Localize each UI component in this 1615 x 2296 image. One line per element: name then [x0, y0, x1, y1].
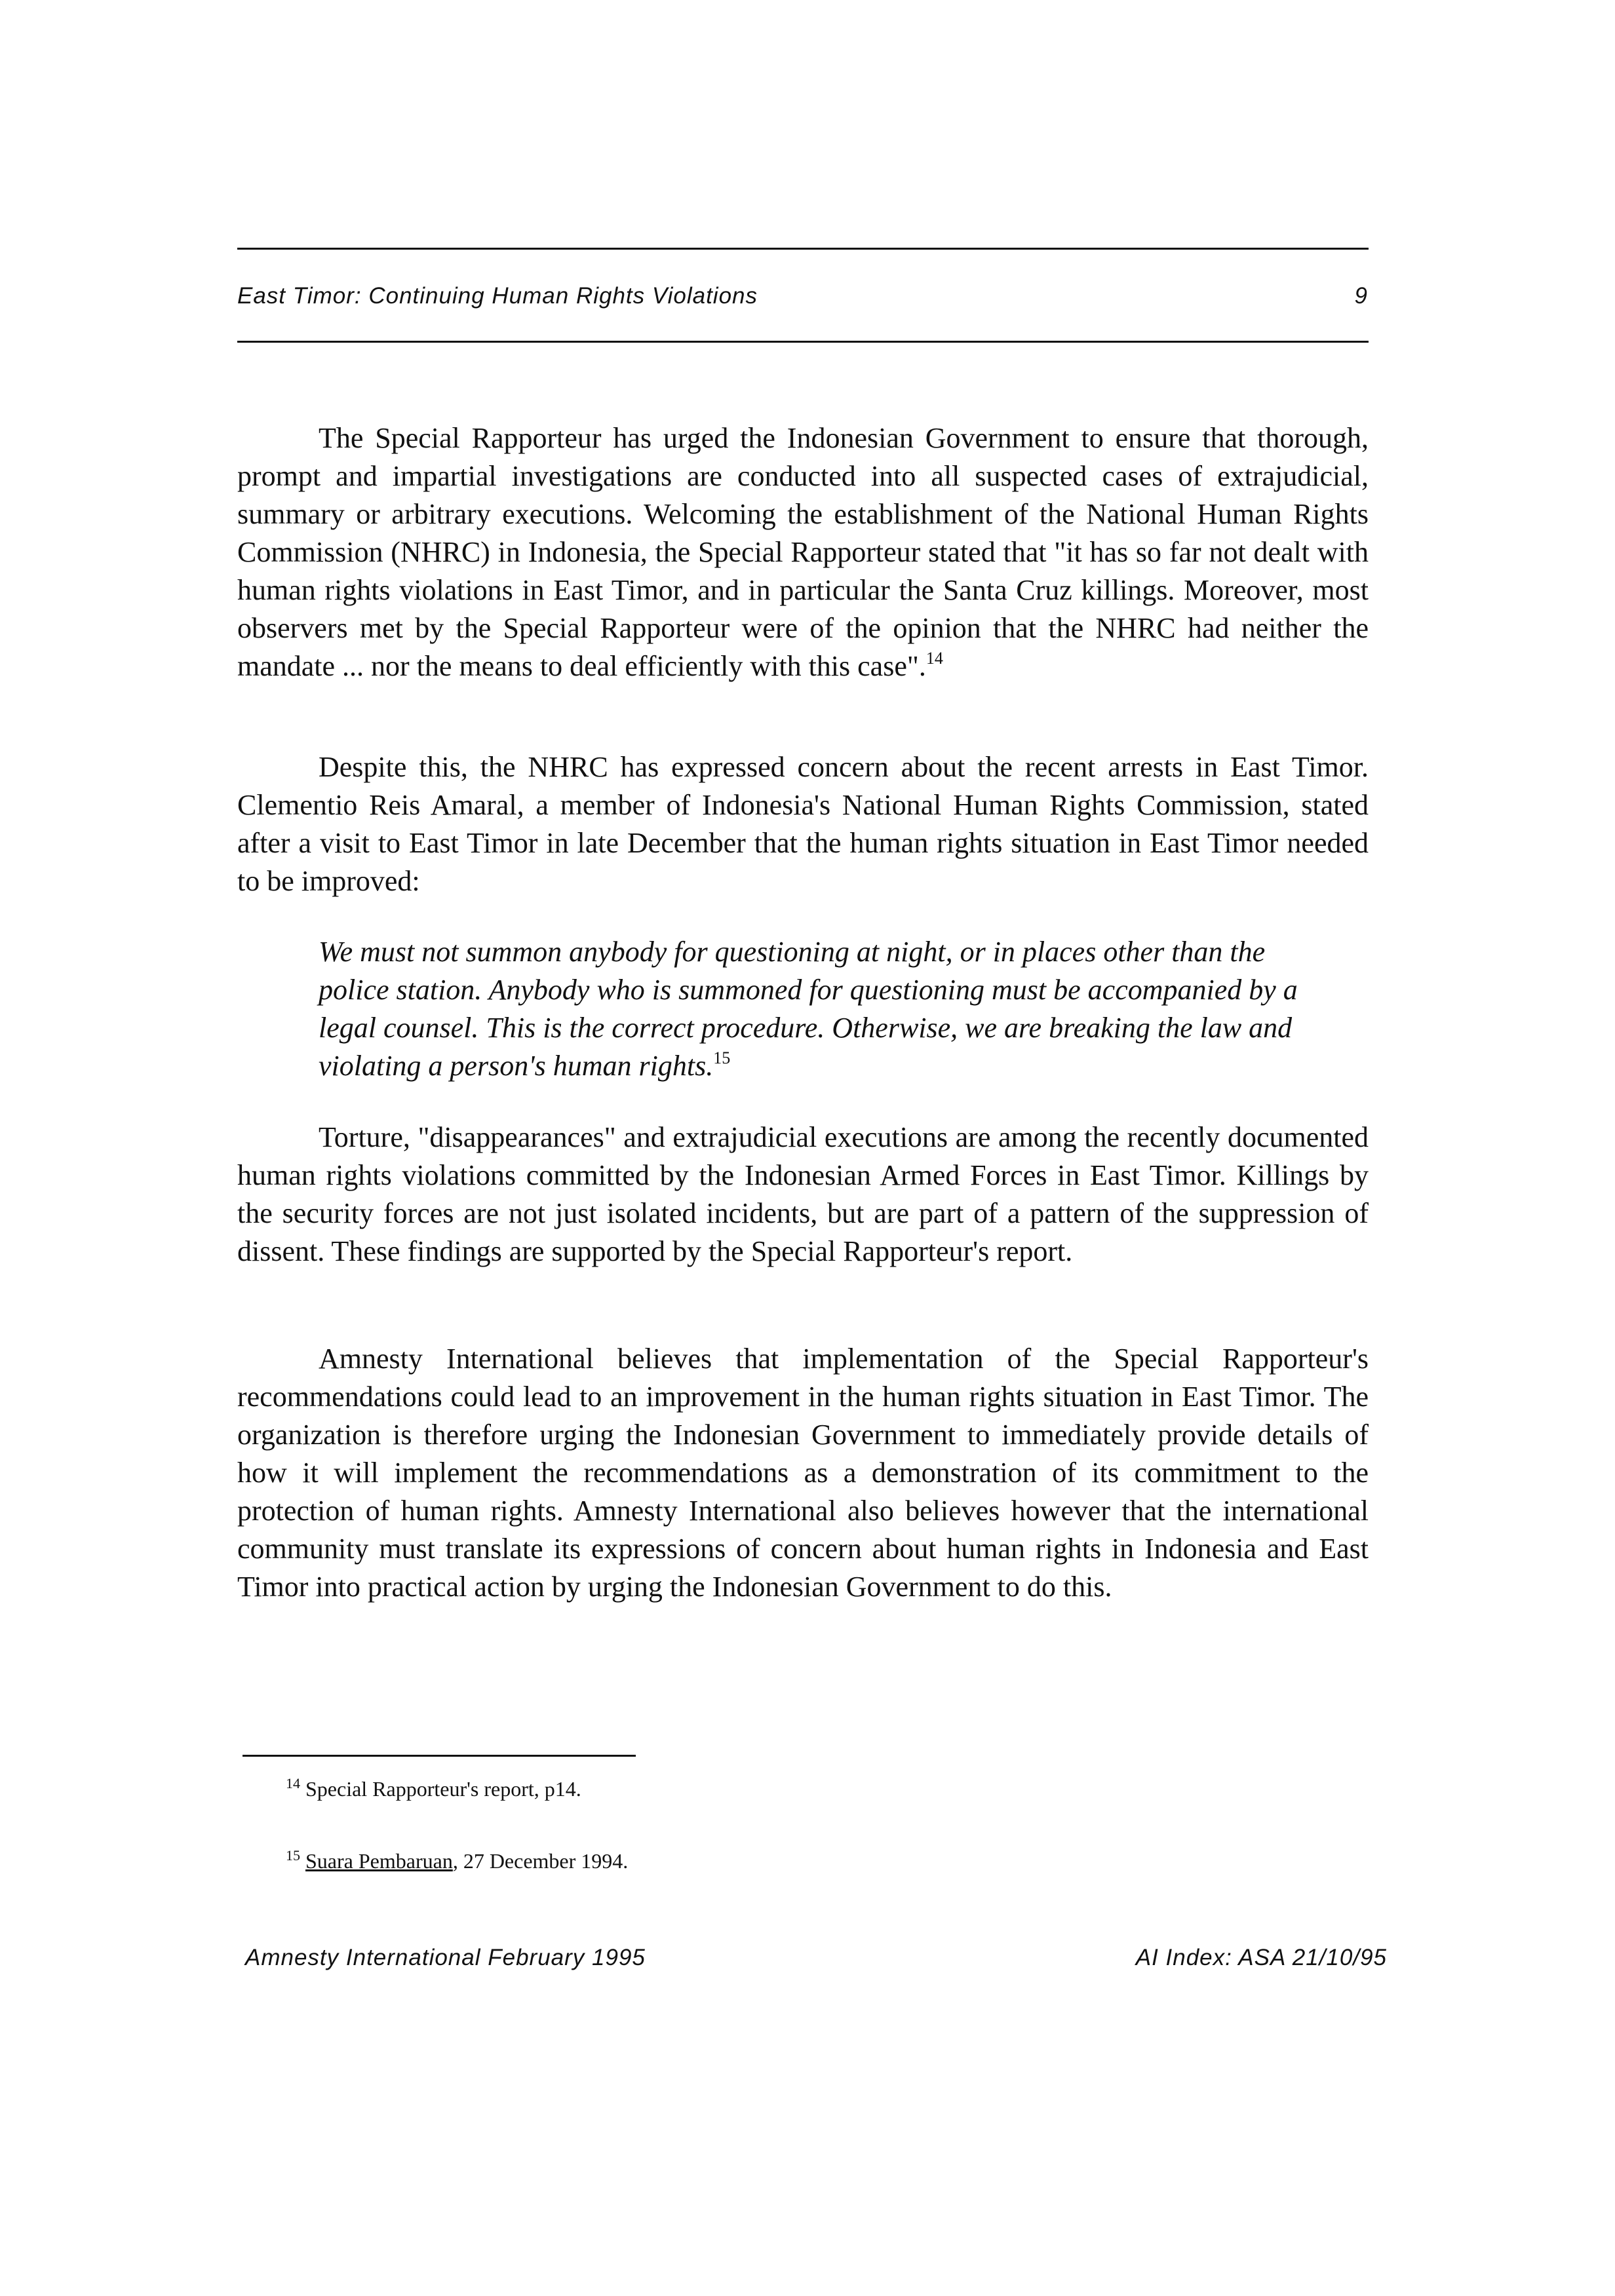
footnote-number: 14 [286, 1775, 300, 1791]
paragraph-violations [237, 1119, 1369, 1271]
footer-publisher-date: Amnesty International February 1995 [245, 1945, 646, 1970]
footnote-number: 15 [286, 1847, 300, 1864]
paragraph-text: Amnesty International believes that implementation of the Special Rapporteur's recommendations could lead to an improvement in the human rights situation in East Timor. The organization is therefore urging the Indonesian Government to immediately provide details of how it will implement the recommendations as a demonstration of its commitment to the protection of human rights. Amnesty International also believes however that the international community must translate its expressions of concern about human rights in Indonesia and East Timor into practical action by urging the Indonesian Government to do this. [237, 1343, 1369, 1603]
paragraph-text: Torture, "disappearances" and extrajudicial executions are among the recently documented human rights violations committed by the Indonesian Armed Forces in East Timor. Killings by the security forces are not just isolated incidents, but are part of a pattern of the suppression of dissent. These findings are supported by the Special Rapporteur's report. [237, 1121, 1369, 1267]
footnote-source-title: Suara Pembaruan [305, 1849, 453, 1873]
footnote-14 [286, 1776, 581, 1802]
footnote-ref-15: 15 [713, 1048, 731, 1067]
footnote-15 [286, 1848, 628, 1874]
quote-text: We must not summon anybody for questioning at night, or in places other than the police station. Anybody who is summoned for questioning must be accompanied by a legal counsel. This is the correct procedure. Otherwise, we are breaking the law and violating a person's human rights. [319, 936, 1298, 1082]
block-quote [319, 933, 1302, 1085]
paragraph-nhrc-concern [237, 748, 1369, 900]
footnote-ref-14: 14 [925, 649, 943, 668]
footnote-separator [243, 1755, 636, 1757]
paragraph-special-rapporteur [237, 419, 1369, 685]
paragraph-text: Despite this, the NHRC has expressed concern about the recent arrests in East Timor. Clementio Reis Amaral, a member of Indonesia's National Human Rights Commission, stated after a visit to East Timor in late December that the human rights situation in East Timor needed to be improved: [237, 751, 1369, 897]
page-number: 9 [1354, 283, 1367, 309]
running-header-title: East Timor: Continuing Human Rights Violations [237, 283, 758, 309]
paragraph-text: The Special Rapporteur has urged the Indonesian Government to ensure that thorough, prompt and impartial investigations are conducted into all suspected cases of extrajudicial, summary or arbitrary executions. Welcoming the establishment of the National Human Rights Commission (NHRC) in Indonesia, the Special Rapporteur stated that "it has so far not dealt with human rights violations in East Timor, and in particular the Santa Cruz killings. Moreover, most observers met by the Special Rapporteur were of the opinion that the NHRC had neither the mandate ... nor the means to deal efficiently with this case". [237, 422, 1369, 682]
footnote-text: Special Rapporteur's report, p14. [305, 1777, 581, 1801]
header-bottom-rule [237, 341, 1369, 343]
footer-ai-index: AI Index: ASA 21/10/95 [1135, 1945, 1387, 1970]
footnote-text: , 27 December 1994. [452, 1849, 629, 1873]
header-top-rule [237, 248, 1369, 250]
paragraph-amnesty [237, 1340, 1369, 1606]
